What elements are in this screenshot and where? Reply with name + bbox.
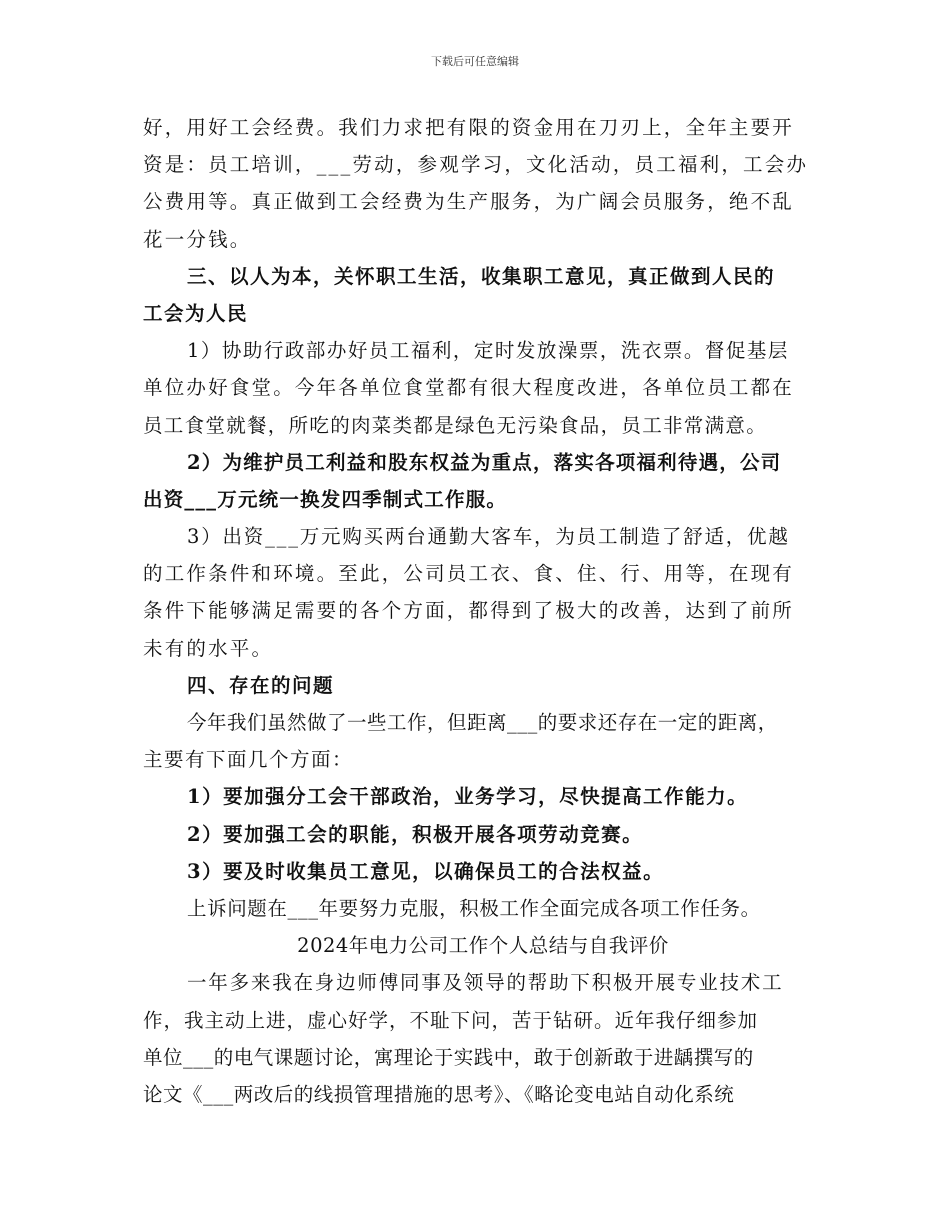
section-title: 2024年电力公司工作个人总结与自我评价: [297, 934, 669, 958]
paragraph-line: 资是：员工培训，___劳动，参观学习，文化活动，员工福利，工会办: [143, 153, 809, 177]
heading-line: 3）要及时收集员工意见，以确保员工的合法权益。: [187, 859, 665, 883]
heading-line: 工会为人民: [143, 301, 249, 325]
paragraph-line: 论文《___两改后的线损管理措施的思考》、《略论变电站自动化系统: [143, 1082, 735, 1106]
paragraph-line: 花一分钱。: [143, 227, 252, 251]
paragraph-line: 一年多来我在身边师傅同事及领导的帮助下积极开展专业技术工: [187, 971, 784, 995]
heading-line: 2）为维护员工利益和股东权益为重点，落实各项福利待遇，公司: [187, 450, 782, 474]
heading-line: 出资___万元统一换发四季制式工作服。: [143, 487, 508, 511]
heading-line: 1）要加强分工会干部政治，业务学习，尽快提高工作能力。: [187, 785, 749, 809]
paragraph-line: 主要有下面几个方面：: [143, 748, 354, 772]
paragraph-line: 条件下能够满足需要的各个方面，都得到了极大的改善，达到了前所: [143, 599, 795, 623]
paragraph-line: 单位办好食堂。今年各单位食堂都有很大程度改进，各单位员工都在: [143, 376, 795, 400]
heading-line: 四、存在的问题: [187, 673, 335, 697]
paragraph-line: 3）出资___万元购买两台通勤大客车，为员工制造了舒适，优越: [187, 525, 790, 549]
heading-line: 三、以人为本，关怀职工生活，收集职工意见，真正做到人民的: [187, 264, 776, 288]
paragraph-line: 今年我们虽然做了一些工作，但距离___的要求还存在一定的距离，: [187, 711, 778, 734]
paragraph-line: 公费用等。真正做到工会经费为生产服务，为广阔会员服务，绝不乱: [143, 190, 795, 214]
paragraph-line: 1）协助行政部办好员工福利，定时发放澡票，洗衣票。督促基层: [187, 339, 789, 363]
paragraph-line: 上诉问题在___年要努力克服，积极工作全面完成各项工作任务。: [187, 896, 761, 920]
paragraph-line: 未有的水平。: [143, 636, 274, 660]
paragraph-line: 的工作条件和环境。至此，公司员工衣、食、住、行、用等，在现有: [143, 562, 795, 586]
page-header: 下载后可任意编辑: [431, 55, 519, 68]
paragraph-line: 作，我主动上进，虚心好学，不耻下问，苦于钻研。近年我仔细参加: [143, 1008, 759, 1032]
paragraph-line: 员工食堂就餐，所吃的肉菜类都是绿色无污染食品，员工非常满意。: [143, 413, 768, 437]
heading-line: 2）要加强工会的职能，积极开展各项劳动竞赛。: [187, 822, 644, 846]
document-body: [143, 109, 823, 1113]
paragraph-line: 好，用好工会经费。我们力求把有限的资金用在刀刃上，全年主要开: [143, 116, 795, 139]
paragraph-line: 单位___的电气课题讨论，寓理论于实践中，敢于创新敢于进龋撰写的: [143, 1045, 754, 1069]
